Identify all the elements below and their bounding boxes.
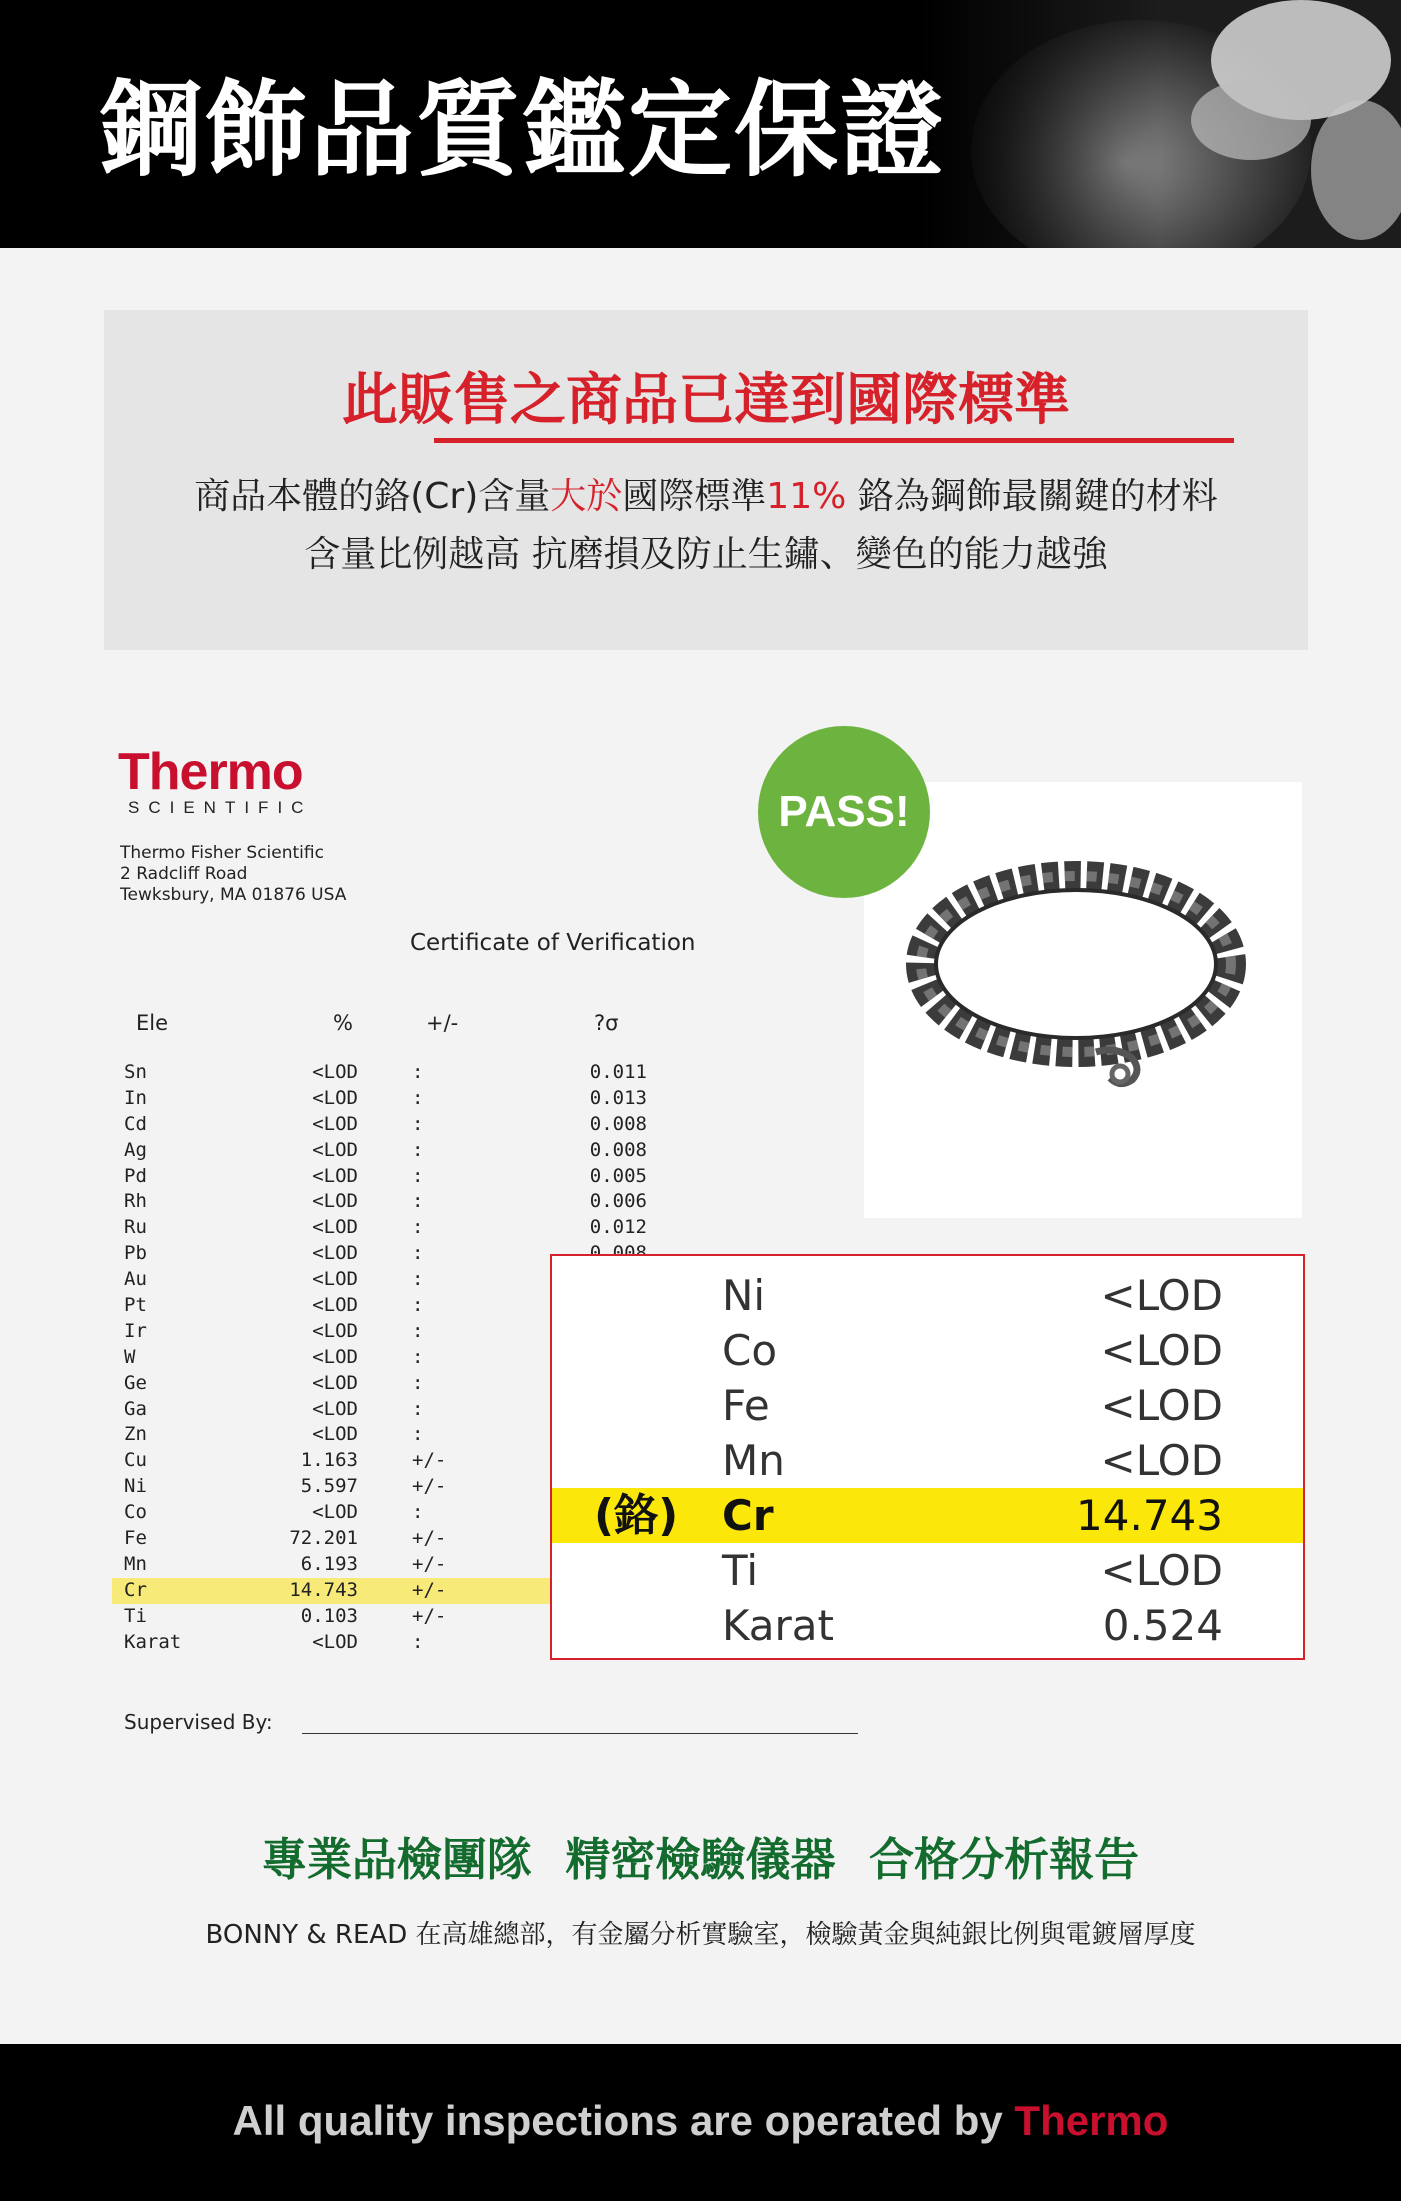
percent-cell: 14.743: [289, 1578, 358, 1601]
plusminus-cell: :: [412, 1397, 424, 1420]
zoom-element: Mn: [722, 1436, 785, 1485]
percent-cell: <LOD: [312, 1061, 358, 1083]
plusminus-cell: +/-: [412, 1604, 447, 1627]
address-line: Thermo Fisher Scientific: [120, 843, 324, 863]
table-row: [112, 1422, 552, 1448]
plusminus-cell: :: [412, 1086, 424, 1109]
header-banner: [0, 0, 1401, 248]
hero-photo: [921, 0, 1401, 248]
element-cell: Rh: [124, 1190, 147, 1213]
table-row: [112, 1552, 552, 1578]
notice-line-1: [104, 472, 1308, 522]
table-row: [112, 1138, 647, 1164]
plusminus-cell: :: [412, 1294, 424, 1317]
sigma-cell: 0.006: [589, 1190, 647, 1213]
percent-cell: 6.193: [300, 1552, 358, 1575]
table-row: [112, 1267, 552, 1293]
percent-cell: 1.163: [300, 1449, 358, 1472]
supervised-label: Supervised By:: [124, 1710, 273, 1734]
percent-cell: 5.597: [300, 1475, 358, 1498]
table-row: [112, 1630, 552, 1656]
plusminus-cell: :: [412, 1190, 424, 1213]
product-photo: [864, 782, 1302, 1218]
percent-cell: <LOD: [312, 1319, 358, 1342]
footer-banner: [0, 2044, 1401, 2201]
column-header-element: Ele: [136, 1011, 169, 1035]
element-cell: Ti: [124, 1604, 147, 1627]
notice-text: 國際標準: [622, 476, 767, 517]
element-cell: Co: [124, 1501, 147, 1524]
table-row: [112, 1241, 552, 1267]
element-cell: Ge: [124, 1371, 147, 1394]
footer-statement: All quality inspections are operated by: [232, 2097, 1015, 2144]
zoom-element: Ti: [722, 1546, 759, 1595]
percent-cell: <LOD: [312, 1397, 358, 1420]
table-row: [112, 1060, 647, 1086]
element-cell: Ga: [124, 1397, 147, 1420]
plusminus-cell: :: [412, 1061, 424, 1083]
plusminus-cell: +/-: [412, 1578, 447, 1601]
notice-emphasis: 大於: [550, 476, 623, 517]
zoom-row: [552, 1268, 1303, 1323]
percent-cell: <LOD: [312, 1242, 358, 1265]
element-cell: Cd: [124, 1112, 147, 1135]
notice-title: 此販售之商品已達到國際標準: [342, 368, 1070, 433]
certificate-title: Certificate of Verification: [410, 930, 696, 956]
notice-text: 鉻為鋼飾最關鍵的材料: [846, 476, 1218, 517]
element-cell: Ag: [124, 1138, 147, 1161]
element-cell: In: [124, 1086, 147, 1109]
table-row: [112, 1345, 552, 1371]
percent-cell: <LOD: [312, 1294, 358, 1317]
zoom-element: Ni: [722, 1271, 766, 1320]
plusminus-cell: :: [412, 1164, 424, 1187]
percent-cell: <LOD: [312, 1371, 358, 1394]
element-cell: Ni: [124, 1475, 147, 1498]
notice-underline: [434, 438, 1234, 443]
percent-cell: <LOD: [312, 1216, 358, 1239]
column-header-plusminus: +/-: [426, 1011, 459, 1035]
zoom-element: Cr: [722, 1491, 774, 1540]
address-line: Tewksbury, MA 01876 USA: [120, 885, 347, 905]
plusminus-cell: :: [412, 1138, 424, 1161]
table-row: [112, 1448, 552, 1474]
element-cell: Ir: [124, 1319, 147, 1342]
zoom-value: 14.743: [1076, 1491, 1223, 1540]
percent-cell: <LOD: [312, 1138, 358, 1161]
plusminus-cell: :: [412, 1112, 424, 1135]
zoom-value: <LOD: [1100, 1326, 1223, 1375]
element-cell: Zn: [124, 1423, 147, 1446]
table-row: [112, 1189, 647, 1215]
plusminus-cell: +/-: [412, 1475, 447, 1498]
element-cell: Cr: [124, 1578, 147, 1601]
zoom-element: Karat: [722, 1601, 835, 1650]
plusminus-cell: +/-: [412, 1552, 447, 1575]
plusminus-cell: +/-: [412, 1527, 447, 1550]
footer-text: [0, 2096, 1401, 2146]
chromium-chinese-label: (鉻): [594, 1490, 679, 1541]
element-cell: Fe: [124, 1527, 147, 1550]
percent-cell: <LOD: [312, 1268, 358, 1291]
percent-cell: 0.103: [300, 1604, 358, 1627]
zoom-value: <LOD: [1100, 1271, 1223, 1320]
zoom-row: [552, 1323, 1303, 1378]
sigma-cell: 0.011: [589, 1061, 647, 1083]
page-title: 鋼飾品質鑑定保證: [98, 69, 947, 191]
zoom-element: Fe: [722, 1381, 770, 1430]
element-cell: Au: [124, 1268, 147, 1291]
table-row: [112, 1293, 552, 1319]
notice-text: 商品本體的鉻(Cr)含量: [194, 476, 551, 517]
element-cell: Mn: [124, 1552, 147, 1575]
table-row: [112, 1578, 552, 1604]
plusminus-cell: :: [412, 1319, 424, 1342]
percent-cell: <LOD: [312, 1086, 358, 1109]
plusminus-cell: :: [412, 1216, 424, 1239]
plusminus-cell: :: [412, 1371, 424, 1394]
plusminus-cell: :: [412, 1268, 424, 1291]
table-row: [112, 1604, 552, 1630]
notice-line-2: 含量比例越高 抗磨損及防止生鏽、變色的能力越強: [304, 534, 1108, 575]
element-cell: Pd: [124, 1164, 147, 1187]
sigma-cell: 0.005: [589, 1164, 647, 1187]
zoom-element: Co: [722, 1326, 778, 1375]
plusminus-cell: :: [412, 1423, 424, 1446]
table-row: [112, 1215, 647, 1241]
thermo-logo: Thermo: [118, 743, 303, 801]
standard-notice-box: [104, 310, 1308, 650]
thermo-logo-subtitle: SCIENTIFIC: [128, 798, 313, 817]
plusminus-cell: :: [412, 1501, 424, 1524]
pass-badge: PASS!: [758, 726, 930, 898]
element-cell: Ru: [124, 1216, 147, 1239]
table-row: [112, 1500, 552, 1526]
zoom-row: [552, 1488, 1303, 1543]
percent-cell: <LOD: [312, 1630, 358, 1653]
table-row: [112, 1526, 552, 1552]
table-row: [112, 1371, 552, 1397]
element-cell: Cu: [124, 1449, 147, 1472]
zoom-row: [552, 1598, 1303, 1653]
signature-line: [302, 1733, 858, 1734]
sigma-cell: 0.008: [589, 1138, 647, 1161]
sigma-cell: 0.012: [589, 1216, 647, 1239]
footer-brand: Thermo: [1014, 2097, 1169, 2144]
zoom-row: [552, 1378, 1303, 1433]
percent-cell: <LOD: [312, 1423, 358, 1446]
team-slogan: 專業品檢團隊 精密檢驗儀器 合格分析報告: [261, 1833, 1140, 1886]
zoom-value: <LOD: [1100, 1436, 1223, 1485]
percent-cell: <LOD: [312, 1345, 358, 1368]
table-row: [112, 1164, 647, 1190]
table-row: [112, 1319, 552, 1345]
zoom-value: <LOD: [1100, 1546, 1223, 1595]
table-row: [112, 1397, 552, 1423]
element-table: [112, 1060, 647, 1655]
sigma-cell: 0.013: [589, 1086, 647, 1109]
percent-cell: <LOD: [312, 1164, 358, 1187]
lab-description: BONNY & READ 在高雄總部，有金屬分析實驗室，檢驗黃金與純銀比例與電鍍層厚度: [205, 1920, 1196, 1950]
percent-cell: <LOD: [312, 1501, 358, 1524]
plusminus-cell: :: [412, 1242, 424, 1265]
table-row: [112, 1086, 647, 1112]
plusminus-cell: +/-: [412, 1449, 447, 1472]
zoom-value: <LOD: [1100, 1381, 1223, 1430]
zoom-row: [552, 1433, 1303, 1488]
plusminus-cell: :: [412, 1630, 424, 1653]
address-line: 2 Radcliff Road: [120, 864, 248, 884]
sigma-cell: 0.008: [589, 1112, 647, 1135]
element-cell: Pt: [124, 1294, 147, 1317]
percent-cell: <LOD: [312, 1190, 358, 1213]
element-cell: W: [124, 1345, 136, 1368]
zoom-row: [552, 1543, 1303, 1598]
element-cell: Sn: [124, 1061, 147, 1083]
plusminus-cell: :: [412, 1345, 424, 1368]
bracelet-image: [864, 782, 1302, 1218]
element-cell: Pb: [124, 1242, 147, 1265]
column-header-sigma: ?σ: [594, 1011, 619, 1035]
column-header-percent: %: [333, 1011, 353, 1035]
notice-emphasis: 11%: [766, 476, 847, 517]
element-cell: Karat: [124, 1630, 182, 1653]
zoom-value: 0.524: [1102, 1601, 1223, 1650]
percent-cell: 72.201: [289, 1527, 358, 1550]
chromium-zoom-panel: [550, 1254, 1305, 1660]
percent-cell: <LOD: [312, 1112, 358, 1135]
table-row: [112, 1112, 647, 1138]
table-row: [112, 1474, 552, 1500]
